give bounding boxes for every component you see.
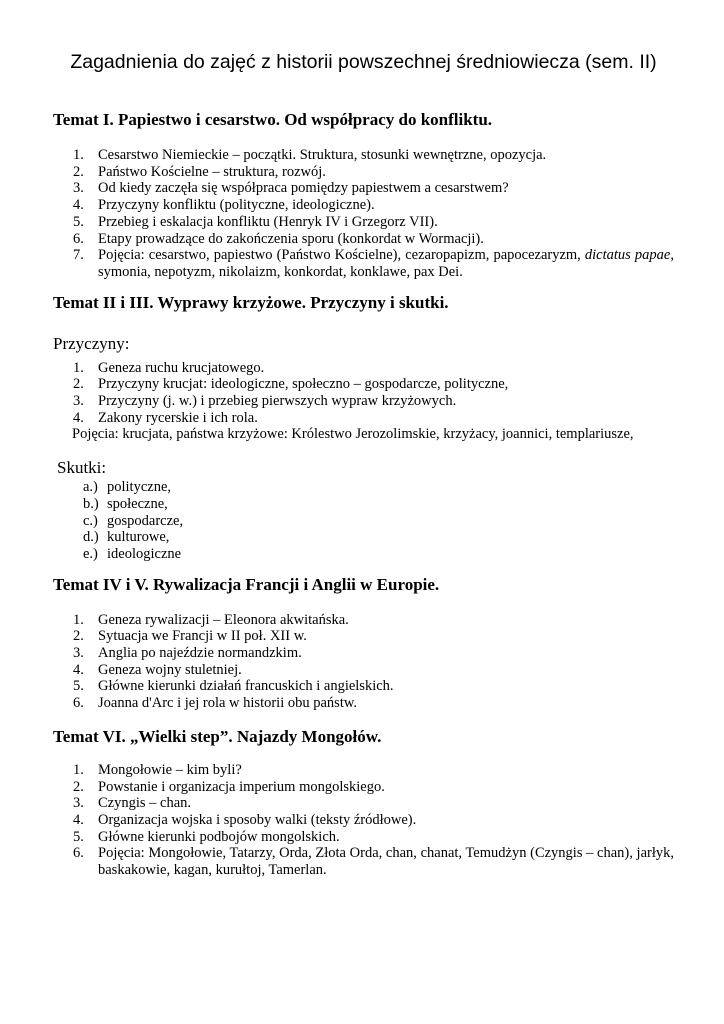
list-item-text: Przyczyny krucjat: ideologiczne, społeczno – gospodarcze, polityczne, (98, 376, 509, 393)
list-item-marker: 6. (73, 695, 84, 712)
temat-6-heading: Temat VI. „Wielki step”. Najazdy Mongołów. (53, 726, 382, 746)
list-item-text: Geneza rywalizacji – Eleonora akwitańska. (98, 611, 349, 628)
list-item-text: Sytuacja we Francji w II poł. XII w. (98, 628, 307, 645)
list-item-marker: 2. (73, 628, 84, 645)
list-item-marker: 1. (73, 147, 84, 163)
skutki-label: Skutki: (57, 458, 107, 478)
list-item-marker: 1. (73, 761, 84, 778)
list-item (53, 247, 674, 280)
list-item (53, 197, 674, 214)
list-item (53, 779, 674, 796)
list-item-text: Od kiedy zaczęła się współpraca pomiędzy papiestwem a cesarstwem? (98, 180, 509, 197)
list-item (53, 529, 674, 546)
list-item-marker: a.) (83, 479, 98, 496)
list-item-marker: 7. (73, 247, 84, 264)
list-item (53, 612, 674, 629)
list-item-text: Przyczyny konfliktu (polityczne, ideologiczne). (98, 197, 375, 214)
list-item-marker: 2. (73, 778, 84, 795)
list-item-marker: 4. (73, 197, 84, 214)
list-item-text: Pojęcia: Mongołowie, Tatarzy, Orda, Złota Orda, chan, chanat, Temudżyn (Czyngis – chan), jarłyk, baskakowie, kagan, kurułtoj, Tamerlan. (98, 845, 674, 879)
list-item-text: Czyngis – chan. (98, 795, 192, 812)
temat-4-5-heading: Temat IV i V. Rywalizacja Francji i Anglii w Europie. (53, 574, 440, 594)
list-item-text: Państwo Kościelne – struktura, rozwój. (98, 163, 326, 180)
list-item-marker: 6. (73, 230, 84, 247)
list-item-text: społeczne, (107, 495, 168, 512)
list-item (53, 513, 674, 530)
list-item-text: Mongołowie – kim byli? (98, 761, 242, 778)
list-item-marker: 5. (73, 678, 84, 695)
list-item (53, 812, 674, 829)
list-item-text: Cesarstwo Niemieckie – początki. Struktura, stosunki wewnętrzne, opozycja. (98, 147, 547, 163)
list-item-marker: d.) (83, 529, 99, 546)
list-item (53, 410, 674, 427)
list-item-text: kulturowe, (107, 529, 170, 546)
list-item-marker: 2. (73, 163, 84, 180)
list-item-marker: 3. (73, 795, 84, 812)
list-item-text: Geneza wojny stuletniej. (98, 661, 242, 678)
list-item-text: Przyczyny (j. w.) i przebieg pierwszych wypraw krzyżowych. (98, 393, 457, 410)
list-item (53, 795, 674, 812)
list-item (53, 662, 674, 679)
list-item-marker: 1. (73, 359, 84, 376)
list-item-marker: b.) (83, 495, 99, 512)
list-item (53, 360, 674, 377)
list-item-text: Powstanie i organizacja imperium mongolskiego. (98, 778, 385, 795)
list-item-text: gospodarcze, (107, 512, 184, 529)
pojecia-line: Pojęcia: krucjata, państwa krzyżowe: Królestwo Jerozolimskie, krzyżacy, joannici, templariusze, (72, 426, 634, 443)
list-item-text: Zakony rycerskie i ich rola. (98, 409, 258, 426)
list-item (53, 180, 674, 197)
list-item (53, 393, 674, 410)
list-item-text: Główne kierunki działań francuskich i angielskich. (98, 678, 394, 695)
list-item (53, 214, 674, 231)
temat-4-5-list (53, 612, 674, 712)
list-item-marker: 6. (73, 845, 84, 862)
list-item-text: Joanna d'Arc i jej rola w historii obu państw. (98, 695, 357, 712)
list-item (53, 829, 674, 846)
list-item-marker: 5. (73, 213, 84, 230)
list-item-marker: 4. (73, 661, 84, 678)
skutki-list (53, 479, 674, 563)
list-item (53, 845, 674, 878)
list-item-marker: 2. (73, 376, 84, 393)
list-item-text: Anglia po najeździe normandzkim. (98, 645, 302, 662)
list-item-marker: 4. (73, 811, 84, 828)
list-item-marker: 3. (73, 180, 84, 197)
pojecia-text: , symonia, nepotyzm, nikolaizm, konkordat, konklawe, pax Dei. (98, 247, 674, 280)
list-item-text: Etapy prowadzące do zakończenia sporu (konkordat w Wormacji). (98, 230, 484, 247)
list-item-text: Organizacja wojska i sposoby walki (teksty źródłowe). (98, 811, 417, 828)
list-item-marker: 1. (73, 611, 84, 628)
list-item-text: Główne kierunki podbojów mongolskich. (98, 828, 340, 845)
list-item-marker: 4. (73, 409, 84, 426)
list-item (53, 376, 674, 393)
przyczyny-label: Przyczyny: (53, 333, 130, 353)
list-item-marker: 3. (73, 645, 84, 662)
doc-title: Zagadnienia do zajęć z historii powszechnej średniowiecza (sem. II) (70, 51, 657, 73)
temat-1-list (53, 147, 674, 281)
pojecia-text: Pojęcia: cesarstwo, papiestwo (Państwo Kościelne), cezaropapizm, papocezaryzm, (98, 247, 585, 264)
list-item (53, 645, 674, 662)
temat-1-heading: Temat I. Papiestwo i cesarstwo. Od współpracy do konfliktu. (53, 110, 493, 129)
list-item-marker: 3. (73, 393, 84, 410)
list-item-marker: c.) (83, 512, 98, 529)
list-item-text: Przebieg i eskalacja konfliktu (Henryk IV i Grzegorz VII). (98, 213, 438, 230)
list-item (53, 762, 674, 779)
list-item (53, 678, 674, 695)
list-item (53, 695, 674, 712)
temat-6-list (53, 762, 674, 879)
list-item-text: polityczne, (107, 479, 172, 496)
latin-term-italic: dictatus papae (584, 247, 671, 264)
list-item (53, 231, 674, 248)
list-item (53, 546, 674, 563)
list-item (53, 147, 674, 164)
list-item (53, 479, 674, 496)
list-item (53, 496, 674, 513)
list-item (53, 628, 674, 645)
przyczyny-list (53, 360, 674, 444)
list-item (53, 164, 674, 181)
list-item-marker: 5. (73, 828, 84, 845)
list-item-text: ideologiczne (107, 545, 182, 562)
list-item-text (98, 247, 674, 280)
list-item-text: Geneza ruchu krucjatowego. (98, 359, 265, 376)
temat-2-3-heading: Temat II i III. Wyprawy krzyżowe. Przyczyny i skutki. (53, 292, 449, 312)
list-item-marker: e.) (83, 545, 98, 562)
